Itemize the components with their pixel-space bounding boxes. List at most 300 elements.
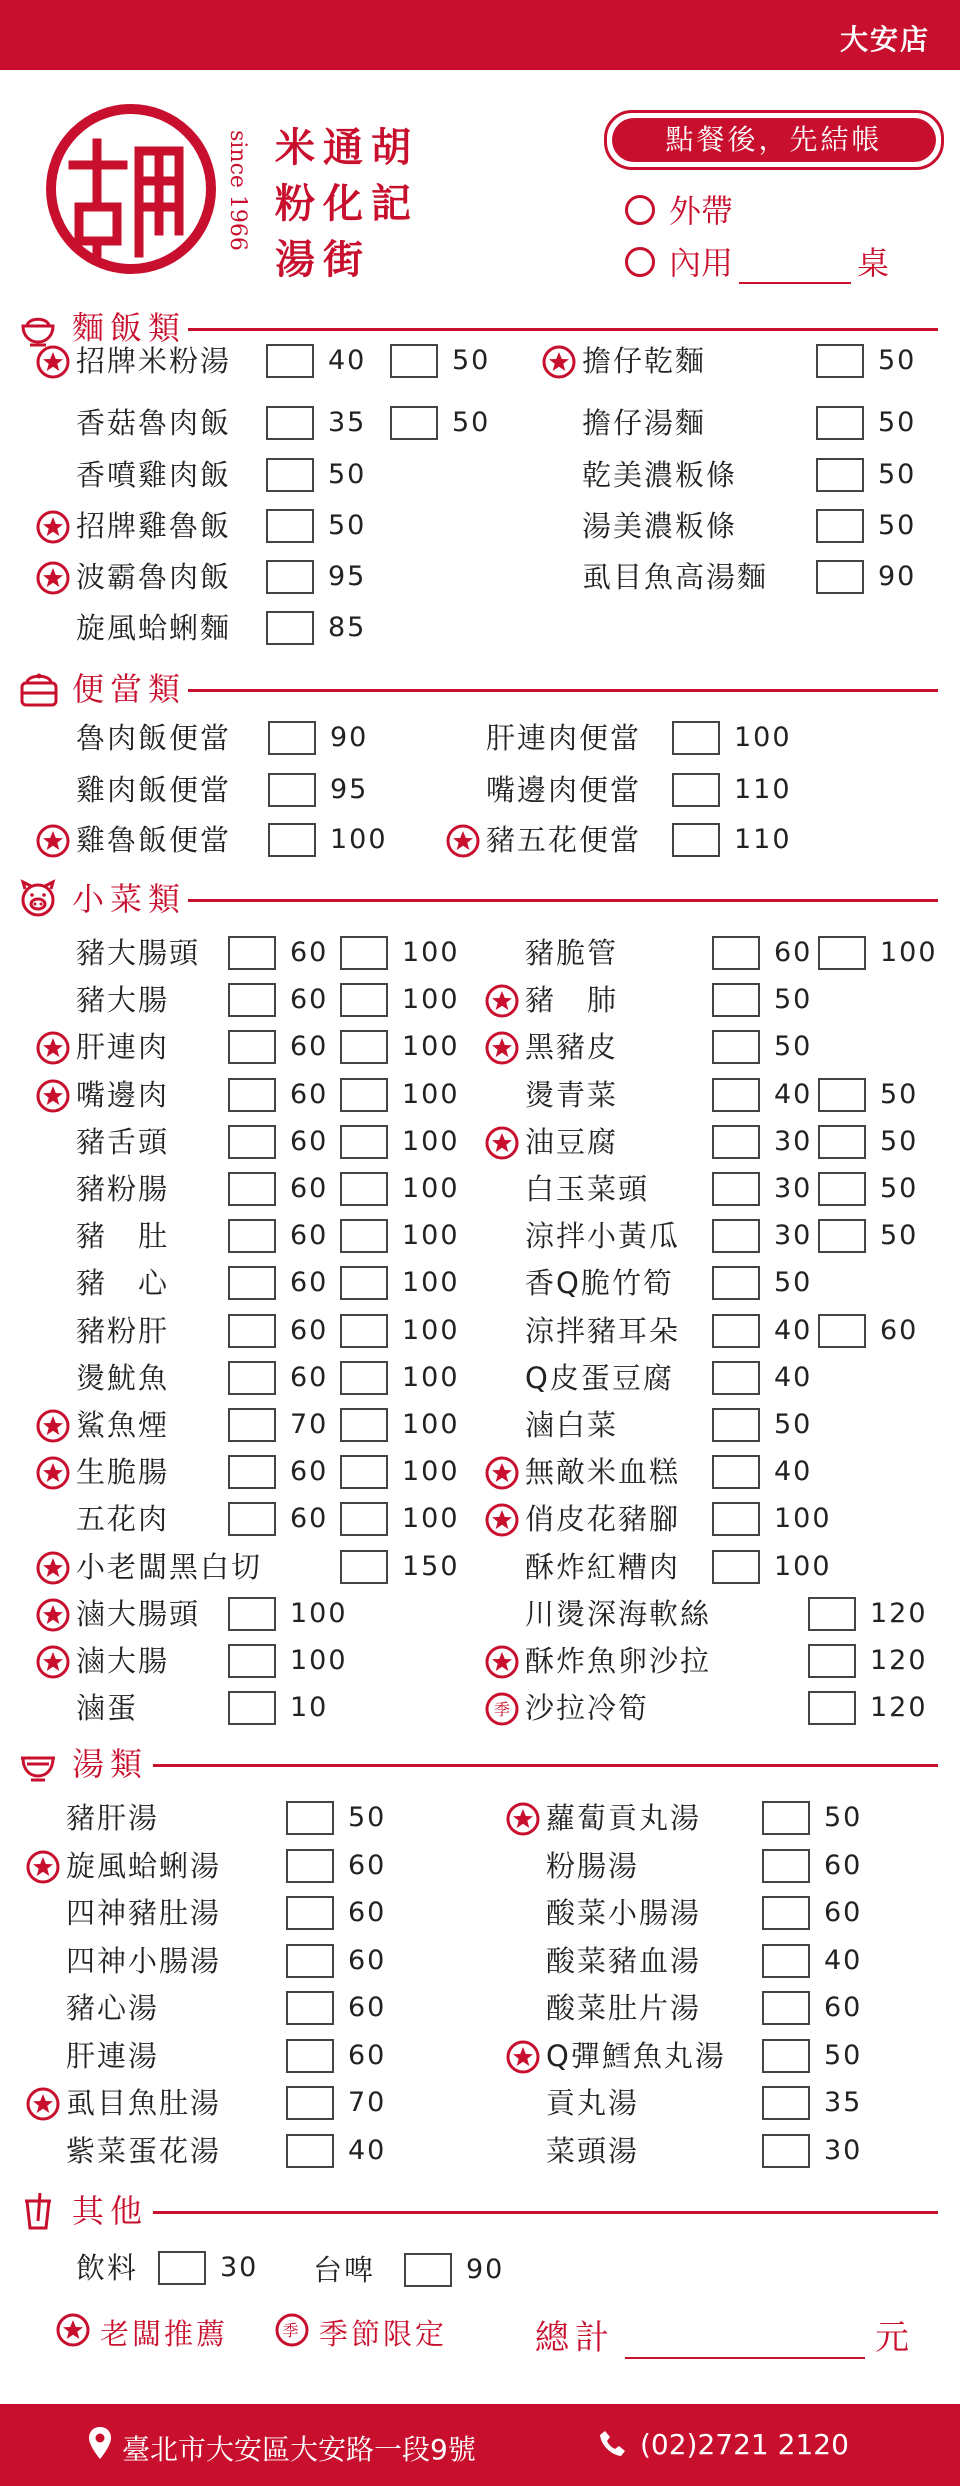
- recommend-icon: [36, 1079, 70, 1121]
- brand-name: [275, 120, 419, 288]
- quantity-checkbox[interactable]: [228, 1408, 276, 1442]
- quantity-checkbox[interactable]: [340, 1502, 388, 1536]
- menu-item: [582, 457, 738, 493]
- menu-item: [76, 1077, 170, 1113]
- quantity-checkbox[interactable]: [228, 1314, 276, 1348]
- menu-item-price: 60: [290, 1314, 329, 1346]
- menu-item-price: 60: [348, 1944, 387, 1976]
- menu-item-price: 70: [348, 2087, 387, 2118]
- quantity-checkbox[interactable]: [818, 936, 866, 970]
- quantity-checkbox[interactable]: [266, 458, 314, 492]
- quantity-checkbox[interactable]: [286, 2086, 334, 2120]
- menu-item-price: 30: [774, 1220, 813, 1252]
- quantity-checkbox[interactable]: [672, 773, 720, 807]
- top-banner: [0, 0, 960, 70]
- menu-item-price: 85: [328, 612, 367, 643]
- recommend-icon: [36, 1409, 70, 1451]
- quantity-checkbox[interactable]: [816, 509, 864, 543]
- quantity-checkbox[interactable]: [266, 560, 314, 594]
- menu-item-name: Q皮蛋豆腐: [525, 1360, 674, 1395]
- svg-text:季: 季: [282, 2320, 302, 2340]
- menu-item-price: 50: [328, 459, 367, 490]
- quantity-checkbox[interactable]: [762, 1801, 810, 1835]
- quantity-checkbox[interactable]: [712, 1125, 760, 1159]
- menu-item-price: 50: [348, 1802, 387, 1833]
- menu-item: [525, 1407, 619, 1443]
- quantity-checkbox[interactable]: [712, 1219, 760, 1253]
- quantity-checkbox[interactable]: [712, 936, 760, 970]
- menu-item: [525, 1360, 674, 1396]
- menu-item-price: 120: [870, 1645, 928, 1676]
- menu-item: [66, 1895, 222, 1931]
- pig-icon: [18, 879, 58, 923]
- menu-item-name: Q彈鱈魚丸湯: [546, 2038, 726, 2073]
- menu-item: [546, 1800, 702, 1836]
- menu-item-name: 豬 肺: [525, 983, 619, 1018]
- quantity-checkbox[interactable]: [228, 1219, 276, 1253]
- menu-item-price: 95: [328, 561, 367, 592]
- quantity-checkbox[interactable]: [286, 1991, 334, 2025]
- menu-item-name: 雞肉飯便當: [76, 773, 232, 807]
- branch-name: 大安店: [839, 23, 930, 56]
- menu-item: [582, 343, 707, 379]
- quantity-checkbox[interactable]: [808, 1597, 856, 1631]
- menu-item-price: 120: [870, 1692, 928, 1724]
- menu-item: [76, 1265, 170, 1301]
- menu-item-price: 10: [290, 1692, 329, 1724]
- menu-item-price: 100: [402, 1361, 460, 1393]
- menu-item-name: 招牌雞魯飯: [76, 509, 232, 543]
- quantity-checkbox[interactable]: [816, 406, 864, 440]
- quantity-checkbox[interactable]: [268, 823, 316, 857]
- menu-item-name: 滷大腸頭: [76, 1596, 201, 1631]
- recommend-icon: [36, 1456, 70, 1498]
- menu-item-name: 滷白菜: [525, 1408, 619, 1442]
- quantity-checkbox[interactable]: [286, 2039, 334, 2073]
- menu-item-price: 40: [824, 1944, 863, 1976]
- menu-item-name: 波霸魯肉飯: [76, 560, 232, 594]
- menu-item: [76, 1171, 170, 1207]
- recommend-icon: [485, 1645, 519, 1687]
- quantity-checkbox[interactable]: [158, 2251, 206, 2285]
- menu-item: [486, 720, 642, 756]
- menu-item-name: 旋風蛤蜊湯: [66, 1848, 222, 1883]
- menu-item: [76, 610, 232, 646]
- quantity-checkbox[interactable]: [762, 2134, 810, 2168]
- menu-item-price: 30: [774, 1173, 813, 1204]
- takeout-radio[interactable]: [625, 195, 655, 225]
- menu-item-name: 貢丸湯: [546, 2086, 640, 2120]
- dine-in-radio[interactable]: [625, 247, 655, 277]
- menu-item-price: 100: [402, 984, 460, 1016]
- menu-item-price: 100: [774, 1550, 832, 1582]
- menu-item-name: 菜頭湯: [546, 2133, 640, 2168]
- quantity-checkbox[interactable]: [404, 2253, 452, 2287]
- quantity-checkbox[interactable]: [712, 1172, 760, 1206]
- menu-item-price: 60: [290, 1361, 329, 1393]
- menu-item: [76, 1596, 201, 1632]
- menu-item-name: 豬心湯: [66, 1991, 160, 2025]
- menu-item-price: 50: [880, 1078, 919, 1110]
- recommend-icon: [506, 2040, 540, 2082]
- menu-item: [76, 1454, 170, 1490]
- menu-item-price: 100: [402, 937, 460, 968]
- quantity-checkbox[interactable]: [712, 1550, 760, 1584]
- menu-item: [66, 1848, 222, 1884]
- menu-item-price: 100: [402, 1125, 460, 1157]
- menu-item: [525, 1313, 681, 1349]
- section-divider: [153, 1764, 938, 1767]
- menu-item-price: 50: [452, 345, 491, 376]
- recommend-icon: [542, 345, 576, 387]
- menu-item-name: 雞魯飯便當: [76, 823, 232, 857]
- menu-item-name: 滷大腸: [76, 1644, 170, 1678]
- quantity-checkbox[interactable]: [268, 773, 316, 807]
- quantity-checkbox[interactable]: [228, 1455, 276, 1489]
- quantity-checkbox[interactable]: [818, 1078, 866, 1112]
- menu-item-name: 嘴邊肉: [76, 1077, 170, 1112]
- menu-item-name: 台啤: [313, 2253, 376, 2287]
- menu-item-price: 40: [774, 1314, 813, 1346]
- menu-item-name: 滷蛋: [76, 1691, 139, 1726]
- menu-item-name: 酥炸魚卵沙拉: [525, 1644, 712, 1678]
- recommend-icon: [36, 824, 70, 866]
- menu-item-name: 嘴邊肉便當: [486, 773, 642, 807]
- menu-item-price: 95: [330, 774, 369, 805]
- quantity-checkbox[interactable]: [266, 406, 314, 440]
- menu-item-name: 黑豬皮: [525, 1030, 619, 1065]
- quantity-checkbox[interactable]: [266, 509, 314, 543]
- menu-item-name: 豬舌頭: [76, 1124, 170, 1159]
- quantity-checkbox[interactable]: [228, 1502, 276, 1536]
- dine-in-option[interactable]: 內用 桌: [625, 238, 889, 284]
- menu-item-price: 100: [402, 1220, 460, 1252]
- recommend-icon: [36, 561, 70, 603]
- since-year: since 1966: [224, 130, 250, 251]
- menu-item: [76, 1549, 263, 1585]
- quantity-checkbox[interactable]: [712, 1408, 760, 1442]
- menu-item-price: 90: [466, 2254, 505, 2285]
- menu-item-price: 150: [402, 1550, 460, 1582]
- quantity-checkbox[interactable]: [286, 1944, 334, 1978]
- menu-item-name: 無敵米血糕: [525, 1455, 681, 1490]
- quantity-checkbox[interactable]: [340, 1361, 388, 1395]
- menu-item: [582, 405, 707, 441]
- menu-item-name: 豬大腸: [76, 983, 170, 1018]
- menu-item-price: 50: [328, 510, 367, 541]
- quantity-checkbox[interactable]: [340, 1314, 388, 1348]
- menu-item-price: 35: [328, 407, 367, 438]
- section-header-2: [18, 877, 938, 921]
- quantity-checkbox[interactable]: [340, 936, 388, 970]
- brand-logo: [45, 103, 217, 275]
- quantity-checkbox[interactable]: [266, 611, 314, 645]
- menu-item-name: 燙魷魚: [76, 1360, 170, 1395]
- menu-item: [525, 1029, 619, 1065]
- menu-item-price: 60: [348, 1849, 387, 1881]
- menu-item: [546, 2133, 640, 2169]
- menu-item: [66, 2038, 160, 2074]
- menu-item-name: 油豆腐: [525, 1124, 619, 1159]
- menu-item-price: 90: [330, 722, 369, 753]
- menu-item: [525, 1171, 650, 1207]
- quantity-checkbox[interactable]: [286, 1801, 334, 1835]
- quantity-checkbox[interactable]: [712, 1361, 760, 1395]
- menu-item-price: 50: [880, 1173, 919, 1204]
- quantity-checkbox[interactable]: [340, 1219, 388, 1253]
- quantity-checkbox[interactable]: [712, 1030, 760, 1064]
- quantity-checkbox[interactable]: [340, 1078, 388, 1112]
- menu-item-name: 川燙深海軟絲: [525, 1596, 712, 1631]
- legend-seasonal: 季 季節限定: [275, 2312, 447, 2354]
- menu-item-name: 豬大腸頭: [76, 936, 201, 970]
- menu-item-name: 虱目魚肚湯: [66, 2086, 222, 2120]
- quantity-checkbox[interactable]: [340, 1266, 388, 1300]
- quantity-checkbox[interactable]: [390, 406, 438, 440]
- menu-item: [76, 2250, 139, 2286]
- menu-item: [76, 1313, 170, 1349]
- quantity-checkbox[interactable]: [228, 1125, 276, 1159]
- quantity-checkbox[interactable]: [228, 1644, 276, 1678]
- quantity-checkbox[interactable]: [340, 1455, 388, 1489]
- quantity-checkbox[interactable]: [340, 1125, 388, 1159]
- drink-cup-icon: [18, 2191, 58, 2235]
- menu-item-price: 120: [870, 1597, 928, 1629]
- quantity-checkbox[interactable]: [712, 1455, 760, 1489]
- menu-item: [76, 405, 232, 441]
- menu-item: [546, 2038, 726, 2074]
- menu-item-price: 60: [290, 1173, 329, 1204]
- quantity-checkbox[interactable]: [762, 2086, 810, 2120]
- quantity-checkbox[interactable]: [228, 1030, 276, 1064]
- menu-item-name: 肝連湯: [66, 2038, 160, 2073]
- quantity-checkbox[interactable]: [340, 1550, 388, 1584]
- menu-item: [76, 1643, 170, 1679]
- quantity-checkbox[interactable]: [340, 1030, 388, 1064]
- quantity-checkbox[interactable]: [228, 1172, 276, 1206]
- quantity-checkbox[interactable]: [340, 1408, 388, 1442]
- quantity-checkbox[interactable]: [762, 1849, 810, 1883]
- quantity-checkbox[interactable]: [340, 983, 388, 1017]
- menu-item: [313, 2252, 376, 2288]
- menu-item-price: 35: [824, 2087, 863, 2118]
- menu-item-name: 涼拌小黃瓜: [525, 1219, 681, 1254]
- order-notice-text: 點餐後，先結帳: [612, 118, 936, 162]
- section-divider: [153, 2211, 938, 2214]
- menu-item-price: 60: [824, 1897, 863, 1928]
- menu-item-price: 110: [734, 774, 792, 805]
- section-title: 小菜類: [72, 880, 187, 918]
- menu-item: [76, 1218, 170, 1254]
- menu-item-name: 擔仔乾麵: [582, 344, 707, 378]
- quantity-checkbox[interactable]: [286, 1849, 334, 1883]
- menu-item-price: 100: [402, 1173, 460, 1204]
- menu-item: [493, 1690, 650, 1726]
- menu-item-name: 涼拌豬耳朵: [525, 1313, 681, 1348]
- quantity-checkbox[interactable]: [228, 983, 276, 1017]
- recommend-icon: [485, 984, 519, 1026]
- quantity-checkbox[interactable]: [818, 1125, 866, 1159]
- section-title: 麵飯類: [72, 309, 187, 347]
- menu-item: [525, 982, 619, 1018]
- menu-item-name: 豬粉腸: [76, 1172, 170, 1206]
- quantity-checkbox[interactable]: [286, 1896, 334, 1930]
- quantity-checkbox[interactable]: [228, 1266, 276, 1300]
- brand-row-2: 粉化記: [275, 181, 419, 227]
- menu-item-price: 100: [402, 1409, 460, 1440]
- quantity-checkbox[interactable]: [816, 458, 864, 492]
- soup-bowl-icon: [18, 1744, 58, 1788]
- menu-item-name: 小老闆黑白切: [76, 1549, 263, 1584]
- menu-item: [76, 1124, 170, 1160]
- recommend-icon: [56, 2313, 90, 2354]
- brand-row-3: 湯街: [275, 237, 371, 283]
- menu-item-price: 100: [402, 1503, 460, 1535]
- menu-item-price: 100: [402, 1078, 460, 1110]
- menu-item-price: 60: [290, 1125, 329, 1157]
- footer-bar: [0, 2404, 960, 2486]
- menu-item-name: 香噴雞肉飯: [76, 458, 232, 492]
- quantity-checkbox[interactable]: [808, 1691, 856, 1725]
- quantity-checkbox[interactable]: [228, 936, 276, 970]
- menu-item-name: 四神豬肚湯: [66, 1896, 222, 1930]
- menu-item-name: 燙青菜: [525, 1077, 619, 1112]
- quantity-checkbox[interactable]: [672, 823, 720, 857]
- table-number-field[interactable]: [739, 252, 851, 284]
- menu-item-price: 100: [330, 824, 388, 855]
- brand-row-1: 米通胡: [275, 125, 419, 171]
- menu-item-price: 50: [774, 1267, 813, 1299]
- menu-item: [486, 772, 642, 808]
- quantity-checkbox[interactable]: [808, 1644, 856, 1678]
- menu-item: [76, 1501, 170, 1537]
- menu-item: [76, 822, 232, 858]
- quantity-checkbox[interactable]: [816, 560, 864, 594]
- menu-item: [76, 720, 232, 756]
- takeout-option[interactable]: 外帶: [625, 186, 733, 232]
- quantity-checkbox[interactable]: [762, 1944, 810, 1978]
- section-header-3: [18, 1742, 938, 1786]
- recommend-icon: [36, 345, 70, 387]
- quantity-checkbox[interactable]: [712, 983, 760, 1017]
- recommend-icon: [36, 510, 70, 552]
- quantity-checkbox[interactable]: [762, 1991, 810, 2025]
- menu-item-price: 60: [290, 1031, 329, 1063]
- menu-item-price: 110: [734, 824, 792, 855]
- quantity-checkbox[interactable]: [818, 1219, 866, 1253]
- total-amount-field[interactable]: [625, 2323, 865, 2359]
- quantity-checkbox[interactable]: [390, 344, 438, 378]
- menu-item: [582, 559, 769, 595]
- menu-item-price: 50: [880, 1125, 919, 1157]
- recommend-icon: [36, 1551, 70, 1593]
- menu-item-name: 香菇魯肉飯: [76, 406, 232, 440]
- menu-item: [76, 1029, 170, 1065]
- quantity-checkbox[interactable]: [286, 2134, 334, 2168]
- menu-item: [486, 822, 642, 858]
- menu-item: [66, 1943, 222, 1979]
- section-header-1: [18, 667, 938, 711]
- menu-item-price: 60: [290, 1456, 329, 1488]
- menu-item-name: 紫菜蛋花湯: [66, 2133, 222, 2168]
- quantity-checkbox[interactable]: [340, 1172, 388, 1206]
- menu-item-name: 香Q脆竹筍: [525, 1266, 674, 1301]
- menu-item-price: 30: [824, 2134, 863, 2166]
- menu-item-price: 100: [880, 937, 938, 968]
- quantity-checkbox[interactable]: [672, 721, 720, 755]
- menu-item-name: 擔仔湯麵: [582, 406, 707, 440]
- quantity-checkbox[interactable]: [712, 1078, 760, 1112]
- menu-item-name: 蘿蔔貢丸湯: [546, 1801, 702, 1835]
- quantity-checkbox[interactable]: [266, 344, 314, 378]
- quantity-checkbox[interactable]: [712, 1314, 760, 1348]
- menu-item-name: 豬脆管: [525, 936, 619, 970]
- quantity-checkbox[interactable]: [712, 1266, 760, 1300]
- menu-item: [76, 1360, 170, 1396]
- menu-item: [546, 2085, 640, 2121]
- menu-item-price: 100: [402, 1031, 460, 1063]
- menu-item: [76, 1407, 170, 1443]
- section-title: 便當類: [72, 670, 187, 708]
- menu-item-price: 50: [824, 1802, 863, 1833]
- quantity-checkbox[interactable]: [818, 1172, 866, 1206]
- menu-item-price: 40: [774, 1078, 813, 1110]
- menu-item-name: 乾美濃粄條: [582, 458, 738, 492]
- menu-item: [66, 1990, 160, 2026]
- menu-item: [525, 1124, 619, 1160]
- menu-item-name: 五花肉: [76, 1502, 170, 1537]
- menu-item-name: 酥炸紅糟肉: [525, 1549, 681, 1584]
- menu-item-price: 40: [348, 2134, 387, 2166]
- quantity-checkbox[interactable]: [228, 1691, 276, 1725]
- menu-item: [525, 1454, 681, 1490]
- menu-item-name: 肝連肉便當: [486, 721, 642, 755]
- menu-item: [525, 1501, 681, 1537]
- recommend-icon: [36, 1645, 70, 1687]
- menu-item-price: 100: [290, 1597, 348, 1629]
- menu-item: [76, 559, 232, 595]
- order-notice: [604, 110, 944, 170]
- menu-item: [76, 935, 201, 971]
- quantity-checkbox[interactable]: [816, 344, 864, 378]
- menu-item-price: 60: [290, 984, 329, 1016]
- menu-item-price: 100: [402, 1456, 460, 1488]
- menu-item: [546, 1943, 702, 1979]
- quantity-checkbox[interactable]: [762, 2039, 810, 2073]
- menu-item-price: 60: [290, 1267, 329, 1299]
- quantity-checkbox[interactable]: [228, 1597, 276, 1631]
- quantity-checkbox[interactable]: [712, 1502, 760, 1536]
- menu-item-price: 100: [774, 1503, 832, 1535]
- menu-item-name: 豬粉肝: [76, 1313, 170, 1348]
- menu-item-name: 粉腸湯: [546, 1848, 640, 1883]
- section-header-4: [18, 2189, 938, 2233]
- quantity-checkbox[interactable]: [268, 721, 316, 755]
- menu-item: [76, 343, 232, 379]
- quantity-checkbox[interactable]: [228, 1361, 276, 1395]
- menu-item-price: 60: [824, 1849, 863, 1881]
- quantity-checkbox[interactable]: [762, 1896, 810, 1930]
- menu-item-price: 60: [348, 2039, 387, 2071]
- menu-item-price: 50: [774, 1409, 813, 1440]
- menu-item: [525, 1643, 712, 1679]
- quantity-checkbox[interactable]: [228, 1078, 276, 1112]
- recommend-icon: [36, 1598, 70, 1640]
- quantity-checkbox[interactable]: [818, 1314, 866, 1348]
- menu-item: [76, 508, 232, 544]
- menu-item: [525, 1596, 712, 1632]
- menu-item: [546, 1848, 640, 1884]
